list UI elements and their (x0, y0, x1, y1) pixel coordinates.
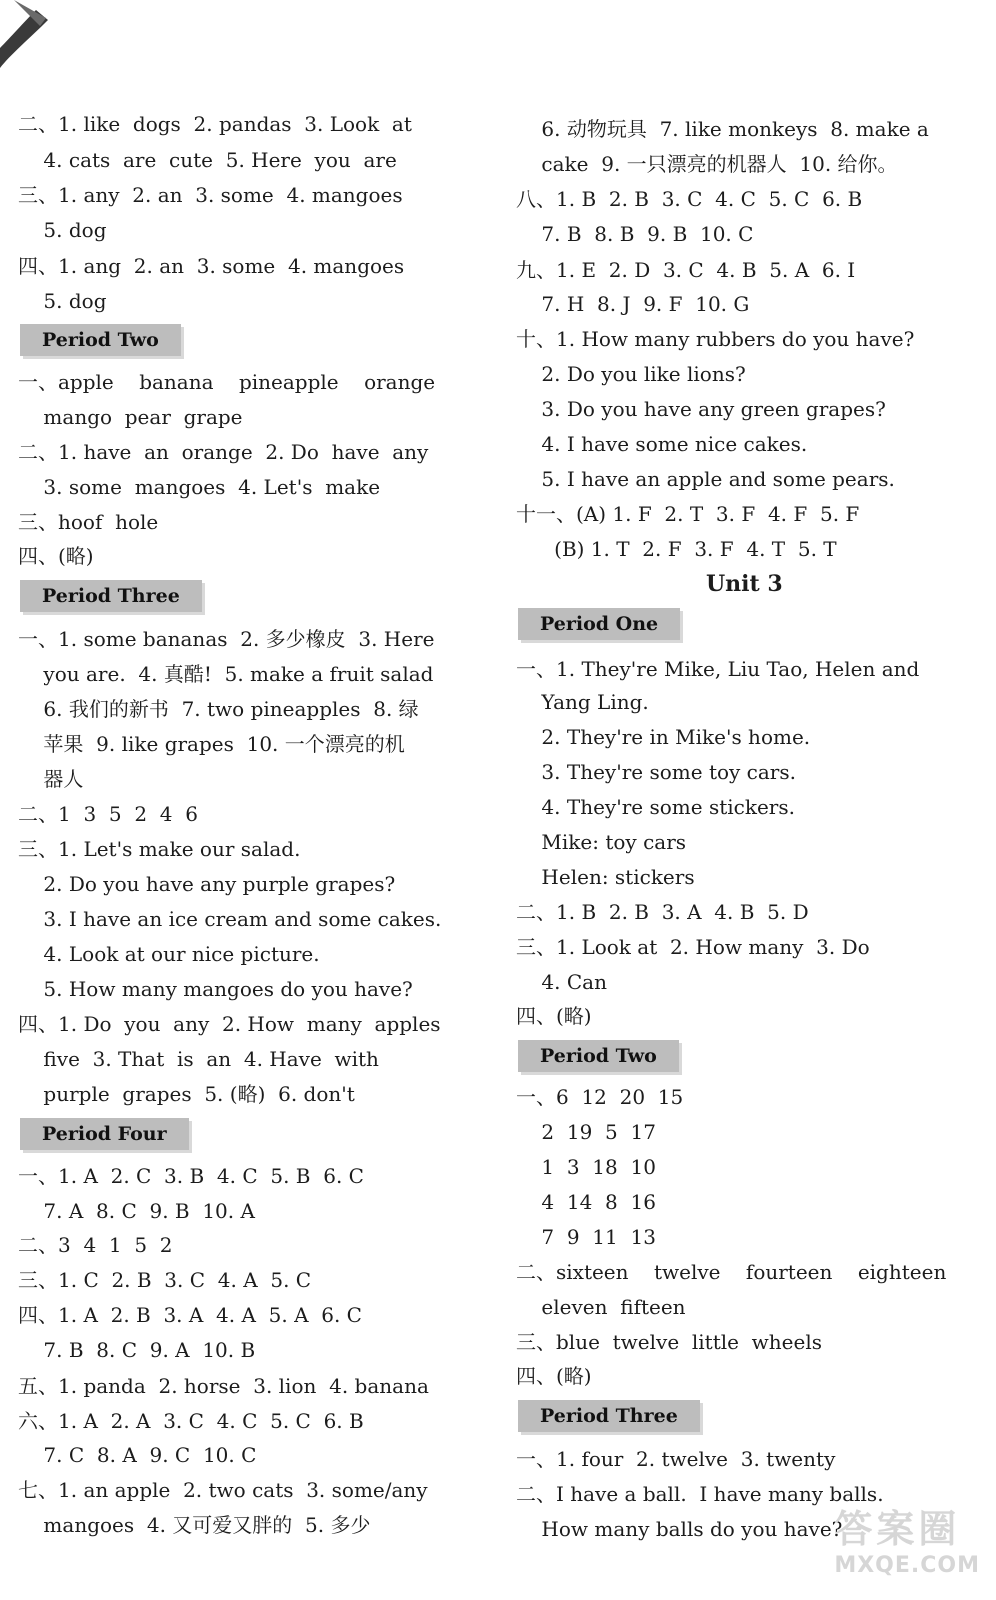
answer-line: 4. They're some stickers. (516, 795, 795, 819)
answer-line: 6. 我们的新书 7. two pineapples 8. 绿 (18, 697, 419, 721)
answer-line: 6. 动物玩具 7. like monkeys 8. make a (516, 117, 929, 141)
answer-line: 三、hoof hole (18, 510, 159, 534)
answer-line: Helen: stickers (516, 865, 695, 889)
answer-line: 二、3 4 1 5 2 (18, 1233, 173, 1257)
answer-line: 7. A 8. C 9. B 10. A (18, 1199, 255, 1223)
answer-line: 四、(略) (18, 544, 94, 568)
answer-line: 7. H 8. J 9. F 10. G (516, 292, 750, 316)
answer-line: 器人 (18, 767, 84, 791)
watermark-url: MXQE.COM (834, 1553, 980, 1578)
answer-line: purple grapes 5. (略) 6. don't (18, 1082, 355, 1106)
section-heading: Period One (518, 608, 680, 640)
answer-line: 二、1. have an orange 2. Do have any (18, 440, 429, 464)
answer-line: 一、1. They're Mike, Liu Tao, Helen and (516, 657, 920, 681)
section-heading: Period Four (20, 1118, 189, 1150)
answer-line: 5. I have an apple and some pears. (516, 467, 895, 491)
answer-line: cake 9. 一只漂亮的机器人 10. 给你。 (516, 152, 898, 176)
answer-line: 四、1. ang 2. an 3. some 4. mangoes (18, 254, 405, 278)
answer-line: How many balls do you have? (516, 1517, 843, 1541)
answer-line: 5. dog (18, 289, 107, 313)
answer-line: 4 14 8 16 (516, 1190, 656, 1214)
answer-line: 1 3 18 10 (516, 1155, 656, 1179)
answer-line: 二、1. B 2. B 3. A 4. B 5. D (516, 900, 809, 924)
answer-line: 二、1. like dogs 2. pandas 3. Look at (18, 112, 412, 136)
section-heading: Period Two (518, 1040, 679, 1072)
answer-line: Mike: toy cars (516, 830, 687, 854)
answer-line: 2 19 5 17 (516, 1120, 656, 1144)
answer-line: 十、1. How many rubbers do you have? (516, 327, 915, 351)
answer-line: 7. C 8. A 9. C 10. C (18, 1443, 257, 1467)
section-heading: Period Three (20, 580, 202, 612)
answer-line: 四、1. Do you any 2. How many apples (18, 1012, 441, 1036)
answer-line: 二、sixteen twelve fourteen eighteen (516, 1260, 947, 1284)
answer-line: 四、(略) (516, 1364, 592, 1388)
answer-line: 六、1. A 2. A 3. C 4. C 5. C 6. B (18, 1409, 364, 1433)
answer-line: mangoes 4. 又可爱又胖的 5. 多少 (18, 1513, 371, 1537)
answer-line: 二、1 3 5 2 4 6 (18, 802, 198, 826)
answer-line: 四、1. A 2. B 3. A 4. A 5. A 6. C (18, 1303, 362, 1327)
unit-title: Unit 3 (706, 571, 783, 597)
answer-line: 3. They're some toy cars. (516, 760, 796, 784)
answer-line: 7. B 8. B 9. B 10. C (516, 222, 754, 246)
answer-line: 4. cats are cute 5. Here you are (18, 148, 397, 172)
answer-line: 七、1. an apple 2. two cats 3. some/any (18, 1478, 428, 1502)
watermark (834, 1498, 980, 1578)
section-heading: Period Three (518, 1400, 700, 1432)
answer-line: 5. dog (18, 218, 107, 242)
answer-line: 一、1. some bananas 2. 多少橡皮 3. Here (18, 627, 435, 651)
answer-line: Yang Ling. (516, 690, 649, 714)
answer-line: 三、1. Let's make our salad. (18, 837, 301, 861)
answer-line: 苹果 9. like grapes 10. 一个漂亮的机 (18, 732, 405, 756)
answer-line: 三、1. any 2. an 3. some 4. mangoes (18, 183, 403, 207)
answer-line: 一、apple banana pineapple orange (18, 370, 436, 394)
answer-line: eleven fifteen (516, 1295, 686, 1319)
answer-line: 五、1. panda 2. horse 3. lion 4. banana (18, 1374, 429, 1398)
answer-line: 三、blue twelve little wheels (516, 1330, 823, 1354)
answer-line: 7. B 8. C 9. A 10. B (18, 1338, 256, 1362)
watermark-title: 答案圈 (834, 1507, 961, 1551)
answer-line: you are. 4. 真酷! 5. make a fruit salad (18, 662, 434, 686)
answer-line: 3. some mangoes 4. Let's make (18, 475, 381, 499)
answer-line: mango pear grape (18, 405, 243, 429)
answer-line: 4. I have some nice cakes. (516, 432, 808, 456)
answer-line: 八、1. B 2. B 3. C 4. C 5. C 6. B (516, 187, 863, 211)
answer-line: 四、(略) (516, 1004, 592, 1028)
answer-line: 九、1. E 2. D 3. C 4. B 5. A 6. I (516, 258, 856, 282)
answer-line: 4. Can (516, 970, 607, 994)
answer-line: 2. Do you like lions? (516, 362, 746, 386)
answer-line: 二、I have a ball. I have many balls. (516, 1482, 884, 1506)
answer-line: 4. Look at our nice picture. (18, 942, 320, 966)
answer-line: 一、1. A 2. C 3. B 4. C 5. B 6. C (18, 1164, 364, 1188)
answer-line: 十一、(A) 1. F 2. T 3. F 4. F 5. F (516, 502, 860, 526)
answer-line: 一、6 12 20 15 (516, 1085, 684, 1109)
answer-line: 7 9 11 13 (516, 1225, 656, 1249)
answer-line: (B) 1. T 2. F 3. F 4. T 5. T (516, 537, 837, 561)
answer-line: 三、1. Look at 2. How many 3. Do (516, 935, 870, 959)
answer-line: 3. I have an ice cream and some cakes. (18, 907, 442, 931)
answer-line: 一、1. four 2. twelve 3. twenty (516, 1447, 836, 1471)
section-heading: Period Two (20, 324, 181, 356)
answer-line: 2. They're in Mike's home. (516, 725, 811, 749)
page-corner-decoration (0, 0, 60, 70)
answer-line: 三、1. C 2. B 3. C 4. A 5. C (18, 1268, 312, 1292)
answer-line: five 3. That is an 4. Have with (18, 1047, 379, 1071)
answer-line: 3. Do you have any green grapes? (516, 397, 886, 421)
answer-line: 5. How many mangoes do you have? (18, 977, 413, 1001)
answer-line: 2. Do you have any purple grapes? (18, 872, 396, 896)
